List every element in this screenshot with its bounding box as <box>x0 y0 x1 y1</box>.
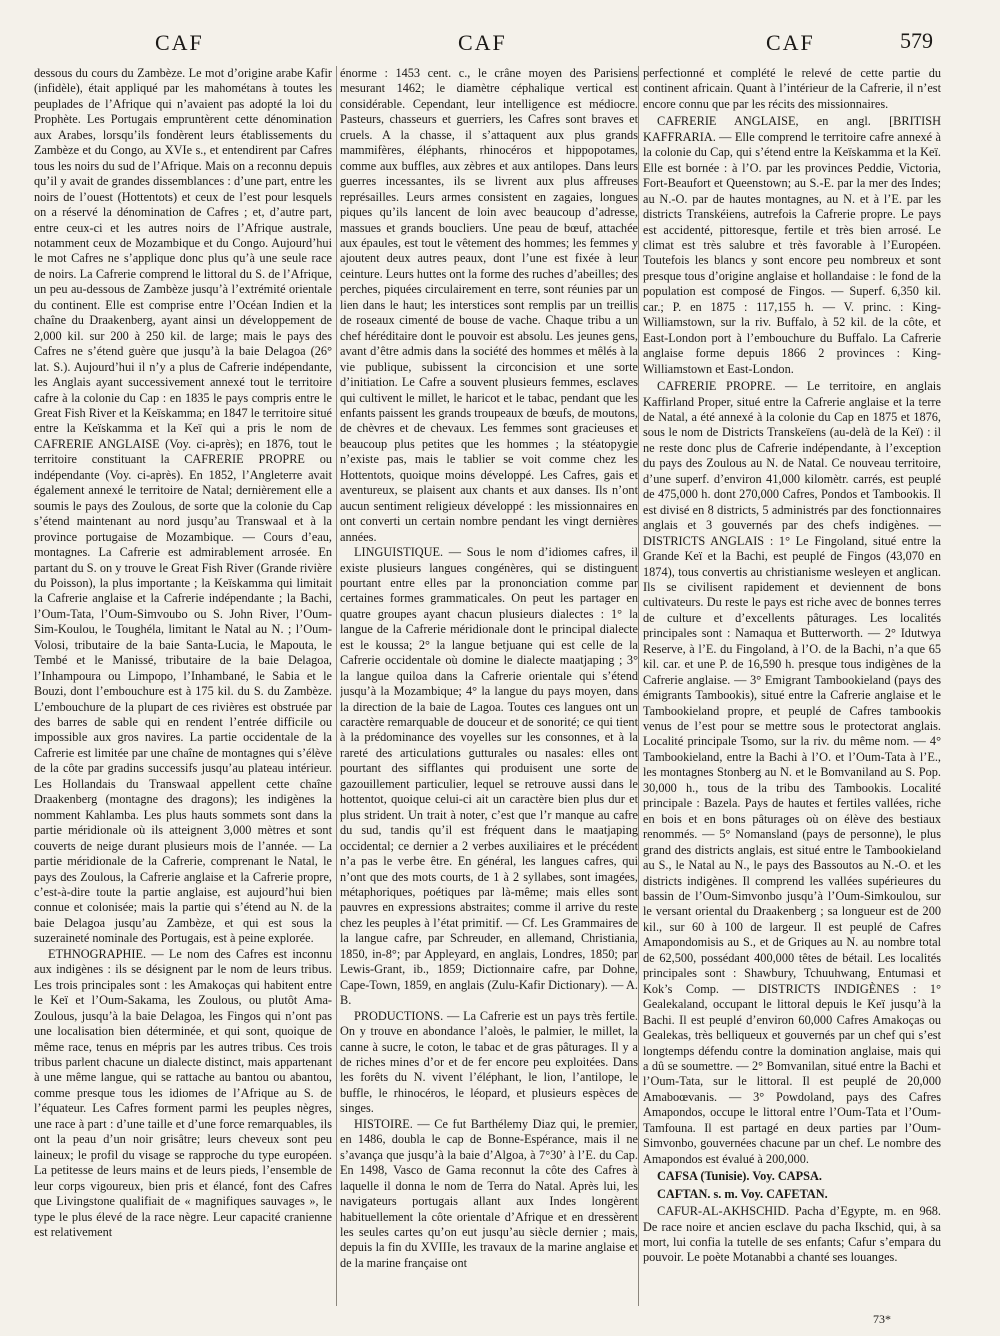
paragraph: dessous du cours du Zambèze. Le mot d’origine arabe Kafir (infidèle), était appliqué par les mahométans à toutes les peuplades de l’Afrique qui n’avaient pas adopté la loi du Prophète. Les Portugais empruntèrent cette dénomination aux Arabes, lorsqu’ils fondèrent leurs établissements du Zambèze et du Congo, au XVIe s., et entendirent par Cafres tous les noirs du sud de l’Afrique. Mais on a reconnu depuis qu’il y avait de grandes dissemblances : d’une part, entre les noirs de l’ouest (Hottentots) et ceux de l’est pour lesquels on a réservé la dénomination de Cafres ; et, d’autre part, entre ceux-ci et les autres noirs de l’Afrique australe, notamment ceux de Mozambique et du Congo. Aujourd’hui le mot Cafres ne s’applique donc plus qu’à une seule race de noirs. La Cafrerie comprend le littoral du S. de l’Afrique, un peu au-dessous de Zambèze jusqu’à l’extrémité orientale du continent. Elle est comprise entre l’Océan Indien et la chaîne du Draakenberg, ayant ainsi un développement de 2,000 kil. sur 200 à 250 kil. de large; mais le pays des Cafres ne s’étend guère que jusqu’à la baie Delagoa (26° lat. S.). Aujourd’hui il n’y a plus de Cafrerie indépendante, les Anglais ayant successivement annexé tout le territoire cafre à la colonie du Cap : en 1835 le pays compris entre le Great Fish River et la Keïskamma; en 1847 le territoire situé entre la Keïskamma et la Keï qui a pris le nom de CAFRERIE ANGLAISE (Voy. ci-après); en 1876, tout le territoire constituant la CAFRERIE PROPRE ou indépendante (Voy. ci-après). En 1852, l’Angleterre avait également annexé le territoire de Natal; dernièrement elle a soumis le pays des Zoulous, de sorte que la colonie du Cap s’étend maintenant au nord jusqu’au Transwaal et à la province portugaise de Mozambique. — Cours d’eau, montagnes. La Cafrerie est admirablement arrosée. En partant du S. on y trouve le Great Fish River (Grande rivière du Poisson), la plus importante ; la Keïskamma qui limitait la Cafrerie anglaise et la Cafrerie indépendante ; la Bachi, l’Oum-Tata, l’Oum-Simvoubo ou S. John River, l’Oum-Sim-Koulou, le Toughéla, limitant le Natal au N. ; l’Oum-Volosi, tributaire de la baie Santa-Lucia, le Mapouta, le Tembé et le Manissé, tributaire de la baie Delagoa, l’Inhampoura ou Limpopo, l’Inhambané, le Sabia et le Bouzi, dont l’embouchure est à 175 kil. du S. du Zambèze. L’embouchure de la plupart de ces rivières est obstruée par des barres de sable qui en rendent l’entrée difficile ou impossible aux gros navires. La partie occidentale de la Cafrerie est limitée par une chaîne de montagnes qui s’élève de la côte par gradins successifs jusqu’au plateau intérieur. Les Hollandais du Transwaal appellent cette chaîne Draakenberg (montagne des dragons); les indigènes la nomment Kahlamba. Les plus hauts sommets sont dans la partie méridionale où ils atteignent 3,000 mètres et sont couverts de neige durant plusieurs mois de l’année. — La partie méridionale de la Cafrerie, comprenant le Natal, le pays des Zoulous, la Cafrerie anglaise et la Cafrerie propre, c’est-à-dire toute la partie anglaise, est aujourd’hui bien connue et colonisée; mais la partie qui s’étend au N. de la baie Delagoa jusqu’au Zambèze, et qui est sous la suzeraineté nominale des Portugais, est à peine explorée. <box>34 66 332 946</box>
entry: CAFRERIE PROPRE. — Le territoire, en anglais Kaffirland Proper, situé entre la Cafrerie anglaise et la terre de Natal, a été annexé à la colonie du Cap en 1875 et 1876, sous le nom de Districts Transkeïens (au-delà de la Keï) : il ne reste donc plus de Cafrerie indépendante, à l’exception du pays des Zoulous au N. de Natal. Ce nouveau territoire, d’une superf. d’environ 41,000 kilomètr. carrés, est peuplé de 475,000 h. dont 270,000 Cafres, Pondos et Tambookis. Il est divisé en 8 districts, 5 administrés par des fonctionnaires anglais et 3 gouvernés par des chefs indigènes. — DISTRICTS ANGLAIS : 1° Le Fingoland, situé entre la Grande Keï et la Bachi, est peuplé de Fingos (43,070 en 1874), tous convertis au christianisme wesleyen et anglican. Ils se civilisent rapidement et deviennent de bons cultivateurs. Du reste le pays est riche avec de bonnes terres de culture et d’excellents pâturages. Les localités principales sont : Namaqua et Butterworth. — 2° Idutwya Reserve, à l’E. du Fingoland, à l’O. de la Bachi, n’a que 65 kil. car. et une P. de 16,590 h. presque tous indigènes de la Cafrerie anglaise. — 3° Emigrant Tambookieland (pays des émigrants Tambookis), situé entre la Cafrerie anglaise et le Tambookieland propre, et peuplé de Cafres tambookis venus de l’est pour se mettre sous le protectorat anglais. Localité principale Tsomo, sur la riv. du même nom. — 4° Tambookieland, entre la Bachi à l’O. et l’Oum-Tata à l’E., les montagnes Stonberg au N. et le Bomvaniland au S. Pop. 30,000 h., tous de la tribu des Tambookis. Localité principale : Bazela. Pays de hautes et fertiles vallées, riche en bois et en bons pâturages où on élève des bestiaux renommés. — 5° Nomansland (pays de personne), le plus grand des districts anglais, est situé entre le Tambookieland au S., le Natal au N., le pays des Bassoutos au N.-O. et les districts indigènes. Il comprend les vallées supérieures du bassin de l’Oum-Simvonbo jusqu’à l’Oum-Simkoulou, sur le versant oriental du Draakenberg ; sa longueur est de 200 kil., sur 60 à 100 de largeur. Il est peuplé de Cafres Amapondomisis au S., et de Griques au N. au nombre total de 62,500, possédant 400,000 têtes de bétail. Les localités principales sont : Shawbury, Tchuuhwang, Entumasi et Kok’s Comp. — DISTRICTS INDIGÈNES : 1° Gealekaland, occupant le littoral depuis le Keï jusqu’à la Bachi. Il est peuplé d’environ 60,000 Cafres Amakoças ou Gealekas, très belliqueux et gouvernés par un chef qui s’est longtemps défendu contre la domination anglaise, mais qui a dû se soumettre. — 2° Bomvanilan, situé entre la Bachi et l’Oum-Tata, sur le littoral. Il est peuplé de 20,000 Amaboœvanis. — 3° Powdoland, pays des Cafres Amapondos, occupe le littoral entre l’Oum-Tata et l’Oum-Tamfouna. Il est partagé en deux parties par l’Oum-Simvonbo, gouvernées chacune par un chef. Le nombre des Amapondos est évalué à 200,000. <box>643 379 941 1166</box>
text-column-1 <box>34 66 332 1304</box>
paragraph: ETHNOGRAPHIE. — Le nom des Cafres est inconnu aux indigènes : ils se désignent par le nom de leurs tribus. Les trois principales sont : les Amakoças qui habitent entre le Keï et l’Oum-Sakama, les Zoulous, ou plutôt Ama-Zoulous, jusqu’à la baie Delagoa, les Fingos qui n’ont pas une localisation bien déterminée, et qui sont, quoique de même race, tenus en mépris par les autres tribus. Ces trois tribus parlent chacune un dialecte distinct, mais appartenant à une même langue, qui se rattache au bantou ou abantou, comme presque tous les idiomes de l’Afrique au S. de l’équateur. Les Cafres forment parmi les peuples nègres, une race à part : d’une taille et d’une force remarquables, ils ont la peau d’un noir grisâtre; leurs cheveux sont peu laineux; le profil du visage se rapproche du type européen. La petitesse de leurs mains et de leurs pieds, l’ensemble de leur corps vigoureux, bien pris et élancé, font des Cafres que Livingstone qualifiait de « magnifiques sauvages », le type le plus élevé de la race nègre. Leur capacité cranienne est relativement <box>34 946 332 1239</box>
running-head-right: CAF <box>766 30 815 55</box>
entry: CAFTAN. s. m. Voy. CAFETAN. <box>657 1186 828 1201</box>
text-column-3 <box>643 66 941 1304</box>
text-column-2 <box>340 66 638 1304</box>
page-number: 579 <box>900 28 933 53</box>
paragraph: perfectionné et complété le relevé de cette partie du continent africain. Quant à l’intérieur de la Cafrerie, il n’est encore connu que par les récits des missionnaires. <box>643 66 941 111</box>
entry: CAFRERIE ANGLAISE, en angl. [BRITISH KAFFRARIA. — Elle comprend le territoire cafre annexé à la colonie du Cap, qui s’étend entre la Keïskamma et la Keï. Elle est bornée : à l’O. par les provinces Peddie, Victoria, Fort-Beaufort et Queenstown; au S.-E. par la mer des Indes; au N.-O. par de hautes montagnes, au N. et à l’E. par les districts Transkéiens, autrefois la Cafrerie propre. Le pays est accidenté, pittoresque, fertile et très bien arrosé. Le climat est très salubre et très favorable à l’Européen. Toutefois les blancs y sont encore peu nombreux et sont presque tous d’origine anglaise et hollandaise : le fond de la population est composé de Fingos. — Superf. 6,350 kil. car.; P. en 1875 : 117,155 h. — V. princ. : King-Williamstown, sur la riv. Buffalo, à 52 kil. de la côte, et East-London port à l’embouchure du Buffalo. La Cafrerie anglaise forme depuis 1866 2 provinces : King-Williamstown et East-London. <box>643 114 941 376</box>
entry: CAFSA (Tunisie). Voy. CAPSA. <box>657 1169 822 1184</box>
paragraph: HISTOIRE. — Ce fut Barthélemy Diaz qui, le premier, en 1486, doubla le cap de Bonne-Espérance, mais il ne s’avança que jusqu’à la baie d’Algoa, à 7°30’ à l’E. du Cap. En 1498, Vasco de Gama reconnut la côte des Cafres à laquelle il donna le nom de Terra do Natal. Après lui, les navigateurs portugais allant aux Indes longèrent habituellement la côte orientale d’Afrique et en dressèrent les seules cartes qu’on eut jusqu’au siècle dernier ; mais, depuis la fin du XVIIIe, les travaux de la marine anglaise et de la marine française ont <box>340 1116 638 1270</box>
column-rule <box>336 66 337 1306</box>
signature-mark: 73* <box>873 1312 891 1326</box>
entry: CAFUR-AL-AKHSCHID. Pacha d’Egypte, m. en 968. De race noire et ancien esclave du pacha Ikschid, qui, à sa mort, lui confia la tutelle de ses enfants; Cafur s’empara du pouvoir. Le poète Motanabbi a chanté ses louanges. <box>643 1204 941 1265</box>
paragraph: PRODUCTIONS. — La Cafrerie est un pays très fertile. On y trouve en abondance l’aloès, le palmier, le millet, la canne à sucre, le coton, le tabac et de gras pâturages. Il y a de riches mines d’or et de fer encore peu exploitées. Dans les forêts du N. vivent l’éléphant, le lion, l’antilope, le buffle, le rhinocéros, le léopard, et plusieurs espèces de singes. <box>340 1008 638 1116</box>
running-head-left: CAF <box>155 30 204 55</box>
paragraph: énorme : 1453 cent. c., le crâne moyen des Parisiens mesurant 1462; le diamètre céphalique vertical est considérable. Cependant, leur intelligence est médiocre. Pasteurs, chasseurs et guerriers, les Cafres sont braves et cruels. A la chasse, il s’attaquent aux plus grands mammifères, éléphants, rhinocéros et hippopotames, comme aux buffles, aux zèbres et aux antilopes. Dans leurs guerres incessantes, ils se livrent aux plus affreuses représailles. Leurs armes consistent en zagaies, longues piques qu’ils lancent de loin avec beaucoup d’adresse, massues et grands boucliers. Une peau de bœuf, attachée aux épaules, est tout le vêtement des hommes; les femmes y ajoutent deux autres peaux, dont l’une est fixée à leur ceinture. Leurs huttes ont la forme des ruches d’abeilles; des perches, piquées circulairement en terre, sont réunies par un lien dans le haut; les interstices sont remplis par un treillis de roseaux cimenté de bouse de vache. Chaque tribu a un chef héréditaire dont le pouvoir est absolu. Les jeunes gens, avant d’être admis dans la société des hommes et mêlés à la vie publique, subissent la circoncision et une sorte d’initiation. Le Cafre a souvent plusieurs femmes, esclaves qui cultivent le millet, le haricot et le tabac, pendant que les enfants paissent les grands troupeaux de bœufs, de moutons, de chèvres et de chevaux. Les femmes sont gracieuses et beaucoup plus petites que les hommes ; la stéatopygie n’existe pas, mais le tablier se voit comme chez les Hottentots, quoique moins développé. Les Cafres, gais et aventureux, se plaisent aux chants et aux danses. Ils n’ont aucun sentiment religieux développé : les missionnaires en ont converti un certain nombre pendant les vingt dernières années. <box>340 66 638 544</box>
column-rule <box>638 66 639 1306</box>
paragraph: LINGUISTIQUE. — Sous le nom d’idiomes cafres, il existe plusieurs langues congénères, qui se distinguent pourtant entre elles par la prononciation comme par certaines formes grammaticales. On peut les partager en quatre groupes ayant chacun plusieurs dialectes : 1° la langue de la Cafrerie méridionale dont le principal dialecte est le koussa; 2° la langue betjuane qui est celle de la Cafrerie occidentale où domine le dialecte maatjaping ; 3° la langue quiloa dans la Cafrerie orientale qui s’étend jusqu’à la Mozambique; 4° la langue du pays moyen, dans la direction de la baie de Lagoa. Toutes ces langues ont un caractère remarquable de douceur et de sonorité; ce qui tient à la prédominance des voyelles sur les consonnes, et à la rareté des articulations gutturales ou nasales: elles ont pourtant des sifflantes qui produisent une sorte de gazouillement particulier, lequel se retrouve aussi dans le hottentot, quoique celui-ci ait un caractère bien plus dur et plus strident. Un trait à noter, c’est que l’r manque au cafre du sud, tandis qu’il est fréquent dans le maatjaping occidental; ce dernier a 2 verbes auxiliaires et le précédent n’a pas le verbe être. En général, les langues cafres, qui n’ont que des mots courts, de 1 à 2 syllabes, sont imagées, métaphoriques, poétiques par là-même; mais elles sont pauvres en expressions abstraites; comme il arrive du reste chez les peuples à l’état primitif. — Cf. Les Grammaires de la langue cafre, par Schreuder, en allemand, Christiania, 1850, in-8°; par Appleyard, en anglais, Londres, 1850; par Lewis-Grant, ib., 1859; Dictionnaire cafre, par Dohne, Cape-Town, 1859, en anglais (Zulu-Kafir Dictionary). — A. B. <box>340 545 638 1008</box>
running-head-center: CAF <box>458 30 507 55</box>
